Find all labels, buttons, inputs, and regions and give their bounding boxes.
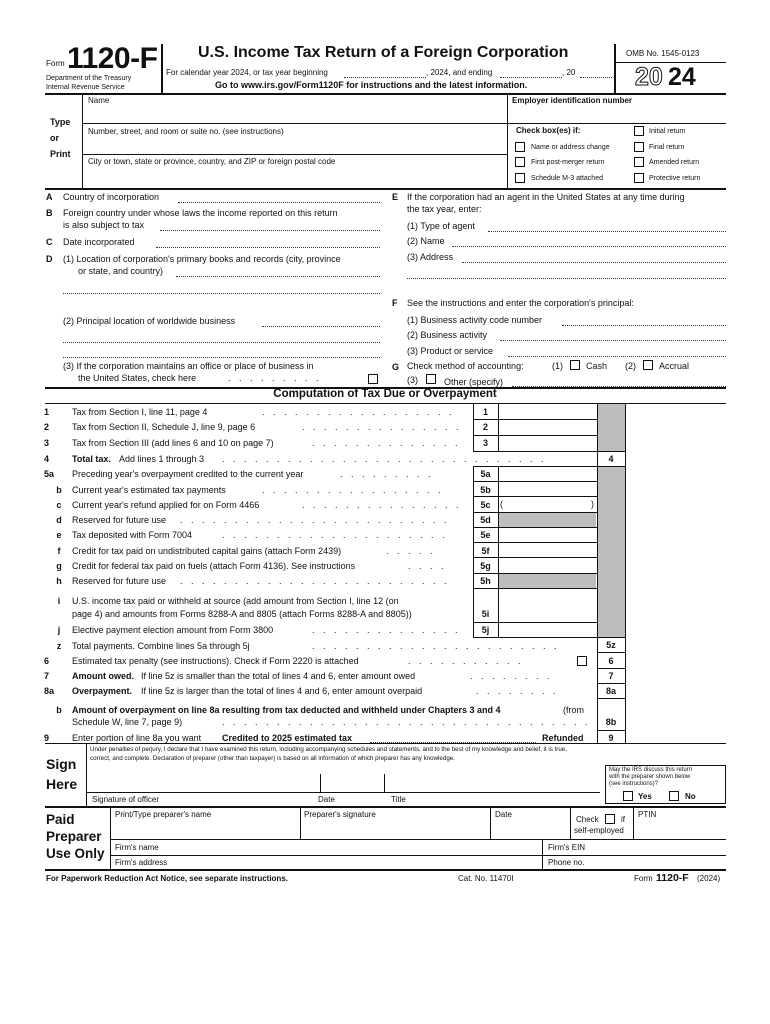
street-field[interactable] [84,137,506,152]
rule-5b [473,496,597,497]
paperwork-notice: For Paperwork Reduction Act Notice, see separate instructions. [46,874,288,883]
firm-name-field[interactable] [165,841,539,853]
type-label: Type [50,117,71,127]
officer-date-field[interactable] [322,774,382,792]
line-5h-box: 5h [480,576,491,586]
line-5f-amount[interactable] [499,543,596,556]
firm-address-field[interactable] [175,857,539,869]
rule-5h [473,588,597,589]
line-5z-box: 5z [606,640,616,650]
irs-discuss-yes-label: Yes [638,792,652,801]
line-5g-leader: . . . . [408,561,447,571]
check-boxes-label: Check box(es) if: [516,126,581,135]
line-5i-amount[interactable] [499,590,596,621]
agent-address-label: (3) Address [407,252,454,262]
foreign-country-field[interactable] [160,230,380,231]
line-5c-paren-open: ( [500,499,503,509]
accrual-label: Accrual [659,361,690,371]
line-5a-box: 5a [480,469,491,479]
line-5h-text: Reserved for future use [72,576,167,586]
line-5i-box: 5i [481,609,490,619]
question-g-letter: G [392,362,400,372]
line-3-box: 3 [482,438,488,448]
line-8a-text: If line 5z is larger than the total of lines 4 and 6, enter amount overpaid [141,686,423,696]
line-5d-num: d [56,515,62,525]
accrual-number: (2) [625,361,636,371]
question-f-letter: F [392,298,398,308]
question-d-letter: D [46,254,53,264]
line-8b-text-bold: Amount of overpayment on line 8a resulting from tax deducted and withheld under Chapters 3 and 4 [72,705,501,715]
firm-name-label: Firm's name [115,843,159,852]
footer-form-year: (2024) [697,874,721,883]
perjury-line-1: Under penalties of perjury, I declare that I have examined this return, including accompanying schedules and statements, and to the best of my knowledge and belief, it is true, [90,746,567,753]
product-service-label: (3) Product or service [407,346,494,356]
line-7-text-bold: Amount owed. [72,671,134,681]
form-2220-checkbox[interactable] [577,656,587,666]
goto-instructions: Go to www.irs.gov/Form1120F for instructions and the latest information. [215,80,528,90]
id-block-bottom-rule [45,188,726,190]
line-4-amount[interactable] [626,452,725,465]
line-1-box: 1 [482,407,488,417]
line-1-leader: . . . . . . . . . . . . . . . . . . [262,407,455,417]
books-location-label-2: or state, and country) [78,266,164,276]
paid-label: Paid [46,812,75,827]
phone-label: Phone no. [548,858,585,867]
sign-divider [86,744,87,806]
line-8b-num: b [56,705,62,715]
foreign-country-label-2: is also subject to tax [63,220,145,230]
line-8b-leader: . . . . . . . . . . . . . . . . . . . . . . . . . . . . . . . . . . [222,717,591,727]
header-bottom-rule [45,93,726,95]
rule-6 [597,668,625,669]
line-5d-text: Reserved for future use [72,515,167,525]
name-row-rule [82,123,726,124]
preparer-check-divider [570,807,571,839]
line-5f-num: f [57,546,61,556]
books-location-label: (1) Location of corporation's primary books and records (city, province [63,254,341,264]
initial-return-checkbox[interactable] [634,126,644,136]
irs-discuss-yes-checkbox[interactable] [623,791,633,801]
line-3-text: Tax from Section III (add lines 6 and 10 on page 7) [72,438,274,448]
business-code-field[interactable] [562,325,726,326]
rule-5c [473,512,597,513]
footer-form-label: Form [634,874,653,883]
preparer-name-field[interactable] [112,821,298,838]
line-5j-amount[interactable] [499,623,596,636]
line-5z-amount[interactable] [626,638,725,651]
us-office-label-2: the United States, check here [78,373,197,383]
rule-5j [473,637,625,638]
line-5i-text: U.S. income tax paid or withheld at source (add amount from Section I, line 12 (on [72,596,399,606]
line-4-box: 4 [608,454,614,464]
line-5a-text: Preceding year's overpayment credited to the current year [72,469,304,479]
line-6-box: 6 [608,656,614,666]
firm-ein-label: Firm's EIN [548,843,586,852]
tax-year-begin-field[interactable] [344,77,426,78]
worldwide-business-label: (2) Principal location of worldwide business [63,316,236,326]
computation-title: Computation of Tax Due or Overpayment [273,388,497,400]
firm-address-label: Firm's address [115,858,168,867]
line-5c-amount[interactable] [506,498,590,511]
line-5a-amount[interactable] [499,467,596,480]
line-5b-leader: . . . . . . . . . . . . . . . . . [262,485,444,495]
line-4-num: 4 [44,454,50,464]
question-c-letter: C [46,237,53,247]
calendar-year-20: , 20 [562,68,576,77]
question-a-letter: A [46,192,53,202]
rule-8b [597,730,625,731]
ptin-divider [633,807,634,839]
line-9-text: Enter portion of line 8a you want [72,733,202,743]
line-5j-text: Elective payment election amount from Form 3800 [72,625,274,635]
id-block-divider [507,94,508,189]
first-post-merger-checkbox[interactable] [515,157,525,167]
line-5j-box: 5j [481,625,490,635]
us-agent-label-2: the tax year, enter: [407,204,482,214]
line-8b-box: 8b [605,717,617,727]
question-e-letter: E [392,192,399,202]
line-5e-num: e [56,530,62,540]
amended-return-checkbox[interactable] [634,157,644,167]
business-activity-label: (2) Business activity [407,330,488,340]
line-8b-amount[interactable] [626,699,725,729]
date-incorporated-label: Date incorporated [63,237,135,247]
cash-number: (1) [552,361,563,371]
line-5e-text: Tax deposited with Form 7004 [72,530,193,540]
line-5z-leader: . . . . . . . . . . . . . . . . . . . . . . . [312,641,560,651]
line-7-leader: . . . . . . . . [470,671,553,681]
rule-3b [597,451,625,452]
preparer-label: Preparer [46,829,102,844]
line-7-box: 7 [608,671,614,681]
city-label: City or town, state or province, country, and ZIP or foreign postal code [88,157,336,166]
question-b-letter: B [46,208,53,218]
accrual-checkbox[interactable] [643,360,653,370]
line-5c-leader: . . . . . . . . . . . . . . . [302,500,462,510]
initial-return-label: Initial return [649,128,686,135]
agent-name-label: (2) Name [407,236,445,246]
name-change-checkbox[interactable] [515,142,525,152]
line-5c-box: 5c [480,500,491,510]
preparer-row-2-rule [110,855,726,856]
amended-return-label: Amended return [649,159,700,166]
line-4-text: Add lines 1 through 3 [119,454,205,464]
line-8a-box: 8a [605,686,616,696]
tax-year-end-year-field[interactable] [580,77,612,78]
line-5f-leader: . . . . . [386,546,436,556]
us-office-label: (3) If the corporation maintains an office or place of business in [63,361,314,371]
signature-rule [86,792,600,793]
shaded-column-top [597,404,625,452]
irs-discuss-line-2: with the preparer shown below [609,774,691,780]
footer-form-number: 1120-F [656,872,689,884]
or-label: or [50,133,59,143]
line-3-amount[interactable] [499,436,596,450]
books-location-field[interactable] [176,276,380,277]
officer-signature-field[interactable] [90,774,316,792]
line-5b-num: b [56,485,62,495]
rule-5z [597,652,625,653]
other-method-label: Other (specify) [444,377,504,387]
line-2-amount[interactable] [499,420,596,434]
name-field[interactable] [84,106,506,122]
preparer-signature-label: Preparer's signature [304,810,376,819]
line-9-num: 9 [44,733,50,743]
self-employed-checkbox[interactable] [605,814,615,824]
self-employed-check-label: Check [576,815,599,824]
omb-number: OMB No. 1545-0123 [626,49,700,58]
firm-ein-field[interactable] [592,841,725,853]
line-5d-box: 5d [480,515,491,525]
line-5j-leader: . . . . . . . . . . . . . . [312,625,461,635]
irs-discuss-no-checkbox[interactable] [669,791,679,801]
first-post-merger-label: First post-merger return [531,159,605,166]
here-label: Here [46,776,78,792]
line-9-box: 9 [608,733,614,743]
line-3-num: 3 [44,438,50,448]
line-5b-amount[interactable] [499,482,596,495]
use-only-label: Use Only [46,846,105,861]
product-service-field[interactable] [508,356,726,357]
line-7-text: If line 5z is smaller than the total of lines 4 and 6, enter amount owed [141,671,416,681]
line-3-leader: . . . . . . . . . . . . . . [312,438,461,448]
line-5d-leader: . . . . . . . . . . . . . . . . . . . . . . . . . [180,515,450,525]
shaded-column-middle [597,466,625,637]
date-title-divider [384,774,385,793]
refunded-label: Refunded [542,733,584,743]
line-5f-text: Credit for tax paid on undistributed capital gains (attach Form 2439) [72,546,342,556]
line-5a-leader: . . . . . . . . . [340,469,434,479]
country-incorporation-field[interactable] [178,202,380,203]
line-5i-text-2: page 4) and amounts from Forms 8288-A and 8805 (attach Forms 8288-A and 8805)) [72,609,412,619]
line-5z-num: z [56,641,62,651]
print-label: Print [50,149,71,159]
sig-date-divider [320,774,321,793]
catalog-number: Cat. No. 11470I [458,874,514,883]
sign-date-label: Date [318,795,335,804]
line-9-amount[interactable] [626,731,725,743]
agent-address-field-2[interactable] [407,278,726,279]
irs-label: Internal Revenue Service [46,84,125,91]
line-5g-text: Credit for federal tax paid on fuels (attach Form 4136). See instructions [72,561,356,571]
line-5f-box: 5f [481,546,490,556]
line-5a-num: 5a [44,469,55,479]
preparer-bottom-rule [45,869,726,871]
self-employed-label: self-employed [574,826,624,835]
line-6-amount[interactable] [626,653,725,667]
agent-type-label: (1) Type of agent [407,221,475,231]
line-2-box: 2 [482,422,488,432]
rule-5g [473,573,597,574]
line-8b-text: (from [563,705,584,715]
line-6-num: 6 [44,656,50,666]
self-employed-if-label: if [621,815,625,824]
other-number: (3) [407,375,418,385]
line-4-leader: . . . . . . . . . . . . . . . . . . . . . . . . . . . . . . [222,454,547,464]
final-return-checkbox[interactable] [634,142,644,152]
sign-title-label: Title [391,795,406,804]
shaded-5h [498,573,596,588]
accounting-method-label: Check method of accounting: [407,361,524,371]
preparer-row-1-rule [110,839,726,840]
books-location-field-2[interactable] [63,293,380,294]
agent-name-field[interactable] [452,246,726,247]
line-5c-paren-close: ) [591,499,594,509]
agent-type-field[interactable] [488,231,726,232]
line-5j-num: j [57,625,61,635]
schedule-m3-checkbox[interactable] [515,173,525,183]
line-5b-text: Current year's estimated tax payments [72,485,226,495]
line-5g-num: g [56,561,62,571]
line-5e-leader: . . . . . . . . . . . . . . . . . . . . . [222,530,448,540]
sign-bottom-rule [45,806,726,808]
final-return-label: Final return [649,144,685,151]
type-print-divider [82,94,83,189]
irs-discuss-line-3: (see instructions)? [609,781,659,787]
ein-label: Employer identification number [512,96,633,105]
computation-bottom-rule [45,743,726,744]
street-label: Number, street, and room or suite no. (see instructions) [88,127,284,136]
worldwide-business-field-3[interactable] [63,357,380,358]
preparer-sig-divider [300,807,301,839]
cash-label: Cash [586,361,608,371]
header-divider-left [161,44,163,94]
worldwide-business-field-2[interactable] [63,342,380,343]
line-7-amount[interactable] [626,669,725,682]
calendar-year-and-ending: , 2024, and ending [426,68,493,77]
page-title: U.S. Income Tax Return of a Foreign Corporation [198,44,569,61]
preparer-date-divider [490,807,491,839]
preparer-date-label: Date [495,810,512,819]
line-8a-leader: . . . . . . . . [476,686,559,696]
line-5g-amount[interactable] [499,558,596,572]
name-change-label: Name or address change [531,144,610,151]
business-code-label: (1) Business activity code number [407,315,543,325]
rule-8a [597,698,625,699]
phone-field[interactable] [596,857,725,869]
line-5e-box: 5e [480,530,491,540]
line-5c-num: c [56,500,62,510]
protective-return-checkbox[interactable] [634,173,644,183]
line-9-text-bold: Credited to 2025 estimated tax [222,733,353,743]
calendar-year-text: For calendar year 2024, or tax year beginning [166,68,328,77]
rule-3 [473,451,597,452]
line-5e-amount[interactable] [499,528,596,541]
irs-discuss-line-1: May the IRS discuss this return [609,767,693,773]
line-8b-text-2: Schedule W, line 7, page 9) [72,717,183,727]
form-label: Form [46,59,65,68]
street-row-rule [82,154,507,155]
dept-treasury: Department of the Treasury [46,75,132,82]
preparer-signature-field[interactable] [302,821,488,838]
form-number: 1120-F [67,42,158,75]
line-5z-text: Total payments. Combine lines 5a through 5j [72,641,250,651]
line-1-text: Tax from Section I, line 11, page 4 [72,407,208,417]
ptin-label: PTIN [638,810,657,819]
line-8a-num: 8a [44,686,55,696]
line-5i-num: i [57,596,61,606]
line-2-num: 2 [44,422,50,432]
date-incorporated-field[interactable] [156,247,380,248]
rule-7 [597,683,625,684]
foreign-country-label: Foreign country under whose laws the income reported on this return [63,208,338,218]
line-2-leader: . . . . . . . . . . . . . . . [302,422,462,432]
line-8a-text-bold: Overpayment. [72,686,133,696]
us-office-checkbox[interactable] [368,374,378,384]
cash-checkbox[interactable] [570,360,580,370]
other-method-checkbox[interactable] [426,374,436,384]
shaded-5d [498,512,596,527]
line-1-num: 1 [44,407,50,417]
line-5h-leader: . . . . . . . . . . . . . . . . . . . . . . . . . [180,576,450,586]
line-8a-amount[interactable] [626,684,725,697]
business-activity-field[interactable] [500,340,726,341]
principal-label: See the instructions and enter the corporation's principal: [407,298,634,308]
preparer-date-field[interactable] [492,821,568,838]
line-4-text-bold: Total tax. [72,454,111,464]
tax-year-outline: 20 [635,63,663,91]
country-incorporation-label: Country of incorporation [63,192,160,202]
tax-year-bold: 24 [668,63,696,91]
signature-label: Signature of officer [92,795,160,804]
line-6-text: Estimated tax penalty (see instructions). Check if Form 2220 is attached [72,656,359,666]
schedule-m3-label: Schedule M-3 attached [531,175,603,182]
line-1-amount[interactable] [499,405,596,418]
worldwide-business-field[interactable] [262,326,380,327]
header-divider-right [614,44,616,94]
line-5g-box: 5g [480,561,491,571]
inner-column-right [597,404,598,637]
tax-year-end-field[interactable] [500,77,562,78]
us-agent-label: If the corporation had an agent in the United States at any time during [407,192,685,202]
irs-discuss-no-label: No [685,792,696,801]
us-office-leader: . . . . . . . . . [228,373,322,383]
line-5b-box: 5b [480,485,491,495]
ein-field[interactable] [510,106,724,122]
name-label: Name [88,96,110,105]
line-7-num: 7 [44,671,50,681]
line-6-leader: . . . . . . . . . . . [408,656,524,666]
line-2-text: Tax from Section II, Schedule J, line 9, page 6 [72,422,256,432]
perjury-line-2: correct, and complete. Declaration of preparer (other than taxpayer) is based on all information of which preparer has any knowledge. [90,755,455,762]
preparer-name-label: Print/Type preparer's name [115,810,212,819]
ptin-field[interactable] [635,821,725,838]
protective-return-label: Protective return [649,175,701,182]
line-5c-text: Current year's refund applied for on Form 4466 [72,500,260,510]
city-field[interactable] [84,167,506,186]
officer-title-field[interactable] [388,774,600,792]
agent-address-field[interactable] [462,262,726,263]
line-5h-num: h [56,576,62,586]
sign-label: Sign [46,756,77,772]
